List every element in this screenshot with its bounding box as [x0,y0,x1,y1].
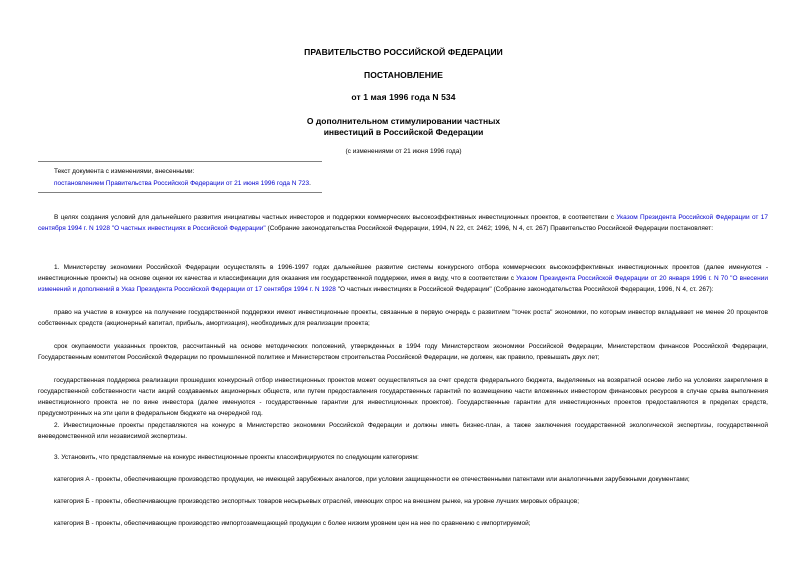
category-b [38,496,768,507]
changes-block [54,166,311,190]
paragraph-1 [38,262,768,295]
paragraph-participation [38,307,768,329]
government-heading: ПРАВИТЕЛЬСТВО РОССИЙСКОЙ ФЕДЕРАЦИИ [304,47,503,57]
preamble-text-end: (Собрание законодательства Российской Федерации, 1994, N 22, ст. 2462; 1996, N 4, ст. 267) Правительство Российской Федерации постановляет: [265,225,714,232]
amendments-note: (с изменениями от 21 июня 1996 года) [345,148,462,155]
title-line-2: инвестиций в Российской Федерации [323,127,484,137]
item-3-text: 3. Установить, что представляемые на конкурс инвестиционные проекты классифицируются по следующим категориям: [54,454,419,461]
paragraph-2 [38,420,768,442]
link-suffix: . [309,180,311,187]
paragraph-payback [38,341,768,363]
decree-70-link[interactable]: Указом Президента Российской Федерации от 20 января 1996 г. N 70 "О внесении изменений и дополнений в Указ Президента Российской Федерации от 17 сентября 1994 г. N 1928 [38,275,768,293]
payback-text: срок окупаемости указанных проектов, рассчитанный на основе методических положений, утвержденных в 1994 году Министерством экономики Российской Федерации, Министерством финансов Российской Федерации, Государственным комитетом Российской Федерации по промышленной политике и Министерством строительства Российской Федерации, не должен, как правило, превышать двух лет; [38,343,768,361]
paragraph-3 [38,452,768,463]
changes-intro: Текст документа с изменениями, внесенными: [54,168,195,175]
category-v-text: категория В - проекты, обеспечивающие производство импортозамещающей продукции с более низким уровнем цен на нее по сравнению с импортируемой; [54,520,531,527]
category-a [38,474,768,485]
item-2-text: 2. Инвестиционные проекты представляются на конкурс в Министерство экономики Российской Федерации и должны иметь бизнес-план, а также заключения государственной экологической экспертизы, государственной вневедомственной или независимой экспертизы. [38,422,768,440]
changes-reference [54,178,311,190]
date-number: от 1 мая 1996 года N 534 [351,92,456,102]
resolution-723-link[interactable]: постановлением Правительства Российской Федерации от 21 июня 1996 года N 723 [54,180,310,187]
item-1-text-end: "О частных инвестициях в Российской Федерации" (Собрание законодательства Российской Федерации, 1996, N 4, ст. 267): [335,286,714,293]
divider-bottom [38,192,322,193]
preamble-text: В целях создания условий для дальнейшего развития инициативы частных инвесторов и поддержки коммерческих высокоэффективных инвестиционных проектов, в соответствии с [54,214,617,221]
title-line-1: О дополнительном стимулировании частных [306,116,501,126]
paragraph-preamble [38,212,768,234]
category-b-text: категория Б - проекты, обеспечивающие производство экспортных товаров несырьевых отраслей, имеющих спрос на внешнем рынке, на уровне лучших мировых образцов; [54,498,580,505]
participation-text: право на участие в конкурсе на получение государственной поддержки имеют инвестиционные проекты, связанные в первую очередь с развитием "точек роста" экономики, по которым инвестор вкладывает не менее 20 процентов собственных средств (акционерный капитал, прибыль, амортизация), необходимых для реализации проекта; [38,309,768,327]
category-v [38,518,768,529]
category-a-text: категория А - проекты, обеспечивающие производство продукции, не имеющей зарубежных аналогов, при условии защищенности ее отечественными патентами или аналогичными зарубежными документами; [54,476,690,483]
document-type: ПОСТАНОВЛЕНИЕ [364,70,443,80]
decree-1928-link[interactable]: Указом Президента Российской Федерации от 17 сентября 1994 г. N 1928 "О частных инвестициях в Российской Федерации" [38,214,768,232]
state-support-text: государственная поддержка реализации прошедших конкурсный отбор инвестиционных проектов может осуществляться за счет средств федерального бюджета, выделяемых на возвратной основе либо на условиях закрепления в государственной собственности части акций создаваемых акционерных обществ, или путем предоставления государственных гарантий по возмещению части вложенных инвестором финансовых ресурсов в случае срыва выполнения инвестиционного проекта не по вине инвестора (далее именуются - государственные гарантии для инвестиционных проектов). Государственные гарантии для инвестиционных проектов предоставляются в пределах средств, предусмотренных на эти цели в федеральном бюджете на очередной год. [38,377,768,417]
paragraph-state-support [38,375,768,419]
document-title [0,116,807,138]
divider-top [38,161,322,162]
item-1-text: 1. Министерству экономики Российской Федерации осуществлять в 1996-1997 годах дальнейшее развитие системы конкурсного отбора коммерческих высокоэффективных инвестиционных проектов (далее именуются - инвестиционные проекты) на основе оценки их качества и классификации для оказания им государственной поддержки, имея в виду, что в соответствии с [38,264,768,282]
